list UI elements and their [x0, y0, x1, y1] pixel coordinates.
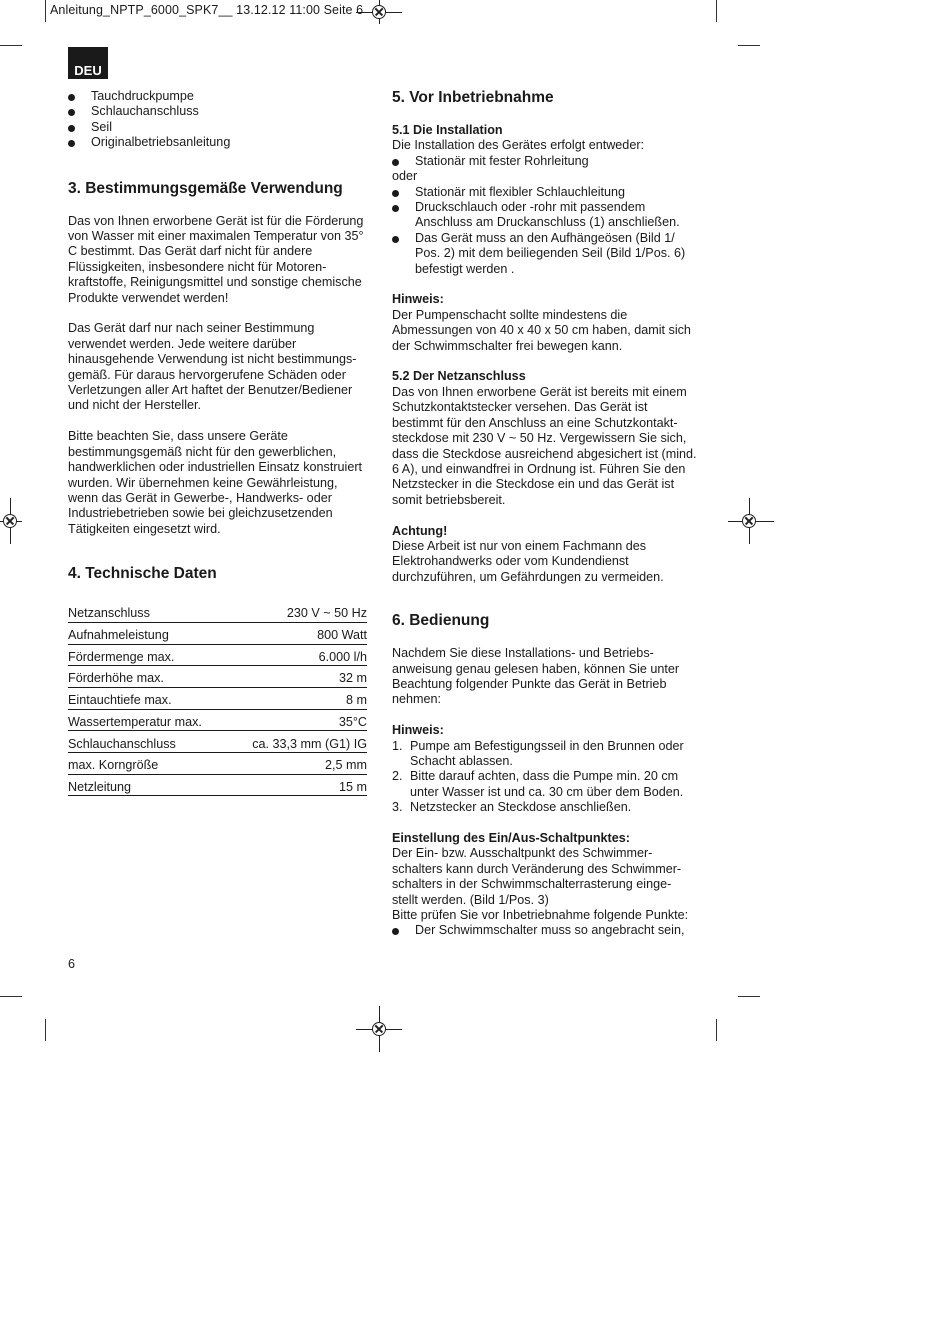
- section-heading: 4. Technische Daten: [68, 565, 217, 583]
- section-heading: 6. Bedienung: [392, 612, 490, 630]
- crop-mark: [0, 45, 22, 46]
- paragraph: Das Gerät darf nur nach seiner Bestimmung verwendet werden. Jede weitere darüber hinausgehende Verwendung ist nicht bestimmungs-gemäß. Für daraus hervorgerufene Schäden oder Verletzungen aller Art haftet der Benutzer/Bediener und nicht der Hersteller.: [68, 321, 357, 413]
- left-column: [68, 89, 370, 796]
- print-header: Anleitung_NPTP_6000_SPK7__ 13.12.12 11:00 Seite 6: [50, 3, 364, 17]
- page-number: 6: [68, 957, 76, 971]
- spec-value: 35°C: [229, 709, 367, 731]
- registration-mark-icon: [372, 1022, 386, 1036]
- crop-mark: [716, 1019, 717, 1041]
- registration-mark-icon: [3, 514, 17, 528]
- list-item: Stationär mit flexibler Schlauchleitung: [392, 185, 697, 200]
- spec-value: ca. 33,3 mm (G1) IG: [229, 731, 367, 753]
- subsection-heading: 5.1 Die Installation: [392, 123, 503, 137]
- spec-label: Netzleitung: [68, 774, 229, 796]
- spec-label: Förderhöhe max.: [68, 666, 229, 688]
- list-item: Schlauchanschluss: [68, 104, 370, 119]
- spec-label: Schlauchanschluss: [68, 731, 229, 753]
- list-item: Tauchdruckpumpe: [68, 89, 370, 104]
- crop-mark: [716, 0, 717, 22]
- list-item: [392, 769, 697, 800]
- crop-mark: [0, 996, 22, 997]
- crop-mark: [738, 45, 760, 46]
- hint-heading: Hinweis:: [392, 292, 444, 307]
- table-row: [68, 709, 367, 731]
- list-item: [392, 800, 697, 815]
- steps-list: [392, 739, 697, 816]
- table-row: [68, 752, 367, 774]
- paragraph: Die Installation des Gerätes erfolgt entweder:: [392, 138, 645, 153]
- spec-table: [68, 601, 367, 796]
- spec-value: 2,5 mm: [229, 752, 367, 774]
- list-item: Der Schwimmschalter muss so angebracht sein,: [392, 923, 697, 938]
- subsection-heading: Einstellung des Ein/Aus-Schaltpunktes:: [392, 830, 630, 845]
- paragraph: Der Pumpenschacht sollte mindestens die Abmessungen von 40 x 40 x 50 cm haben, damit sich der Schwimmschalter frei bewegen kann.: [392, 307, 691, 353]
- spec-label: Netzanschluss: [68, 601, 229, 622]
- table-row: [68, 666, 367, 688]
- step-text: Netzstecker an Steckdose anschließen.: [410, 800, 632, 815]
- paragraph: Bitte prüfen Sie vor Inbetriebnahme folgende Punkte:: [392, 908, 689, 923]
- spec-value: 8 m: [229, 687, 367, 709]
- paragraph: Diese Arbeit ist nur von einem Fachmann des Elektrohandwerks oder vom Kundendienst durchzuführen, um Gefährdungen zu vermeiden.: [392, 538, 664, 584]
- crop-mark: [45, 0, 46, 22]
- install-list: [392, 185, 697, 277]
- spec-label: max. Korngröße: [68, 752, 229, 774]
- delivery-list: [68, 89, 370, 151]
- check-list: [392, 923, 697, 938]
- step-number: 3.: [392, 800, 403, 815]
- list-item: Originalbetriebsanleitung: [68, 135, 370, 150]
- list-item: [392, 739, 697, 770]
- language-badge: DEU: [68, 47, 108, 79]
- registration-mark-icon: [372, 5, 386, 19]
- registration-mark-icon: [742, 514, 756, 528]
- spec-label: Fördermenge max.: [68, 644, 229, 666]
- list-item: Seil: [68, 120, 370, 135]
- crop-mark: [45, 1019, 46, 1041]
- section-heading: 5. Vor Inbetriebnahme: [392, 89, 554, 106]
- subsection-heading: 5.2 Der Netzanschluss: [392, 369, 526, 384]
- spec-value: 230 V ~ 50 Hz: [229, 601, 367, 622]
- step-text: Bitte darauf achten, dass die Pumpe min. 20 cm unter Wasser ist und ca. 30 cm über dem Boden.: [410, 769, 684, 799]
- paragraph: Bitte beachten Sie, dass unsere Geräte bestimmungsgemäß nicht für den gewerblichen, handwerklichen oder industriellen Einsatz konstruiert wurden. Wir übernehmen keine Gewährleistung, wenn das Gerät in Gewerbe-, Handwerks- oder Industriebetrieben sowie bei gleichzusetzenden Tätigkeiten eingesetzt wird.: [68, 429, 363, 536]
- table-row: [68, 601, 367, 622]
- spec-value: 800 Watt: [229, 622, 367, 644]
- table-row: [68, 687, 367, 709]
- table-row: [68, 731, 367, 753]
- paragraph: Das von Ihnen erworbene Gerät ist bereits mit einem Schutzkontaktstecker versehen. Das Gerät ist bestimmt für den Anschluss an eine Schutzkontakt-steckdose mit 230 V ~ 50 Hz. Vergewissern Sie sich, dass die Steckdose ausreichend abgesichert ist (mind. 6 A), und einwandfrei in Ordnung ist. Führen Sie den Netzstecker in die Steckdose ein und das Gerät ist somit betriebsbereit.: [392, 384, 697, 507]
- table-row: [68, 644, 367, 666]
- table-row: [68, 622, 367, 644]
- install-list: [392, 154, 697, 169]
- warning-heading: Achtung!: [392, 523, 448, 538]
- step-number: 2.: [392, 769, 403, 784]
- spec-label: Eintauchtiefe max.: [68, 687, 229, 709]
- section-heading: 3. Bestimmungsgemäße Verwendung: [68, 179, 343, 197]
- paragraph: oder: [392, 169, 418, 184]
- spec-label: Wassertemperatur max.: [68, 709, 229, 731]
- list-item: Das Gerät muss an den Aufhängeösen (Bild 1/ Pos. 2) mit dem beiliegenden Seil (Bild 1/Pos. 6) befestigt werden .: [392, 231, 697, 277]
- hint-heading: Hinweis:: [392, 723, 444, 738]
- spec-value: 32 m: [229, 666, 367, 688]
- right-column: [392, 89, 697, 939]
- table-row: [68, 774, 367, 796]
- paragraph: Nachdem Sie diese Installations- und Betriebs-anweisung genau gelesen haben, können Sie unter Beachtung folgender Punkte das Gerät in Betrieb nehmen:: [392, 646, 680, 707]
- spec-value: 6.000 l/h: [229, 644, 367, 666]
- step-number: 1.: [392, 738, 403, 753]
- spec-value: 15 m: [229, 774, 367, 796]
- list-item: Stationär mit fester Rohrleitung: [392, 154, 697, 169]
- list-item: Druckschlauch oder -rohr mit passendem Anschluss am Druckanschluss (1) anschließen.: [392, 200, 697, 231]
- paragraph: Der Ein- bzw. Ausschaltpunkt des Schwimmer-schalters kann durch Veränderung des Schwimmer-schalters in der Schwimmschalterrasterung einge-stellt werden. (Bild 1/Pos. 3): [392, 846, 682, 907]
- crop-mark: [738, 996, 760, 997]
- spec-label: Aufnahmeleistung: [68, 622, 229, 644]
- paragraph: Das von Ihnen erworbene Gerät ist für die Förderung von Wasser mit einer maximalen Temperatur von 35° C bestimmt. Das Gerät darf nicht für andere Flüssigkeiten, insbesondere nicht für Motoren-kraftstoffe, Reinigungsmittel und sonstige chemische Produkte verwendet werden!: [68, 213, 364, 305]
- step-text: Pumpe am Befestigungsseil in den Brunnen oder Schacht ablassen.: [410, 738, 684, 768]
